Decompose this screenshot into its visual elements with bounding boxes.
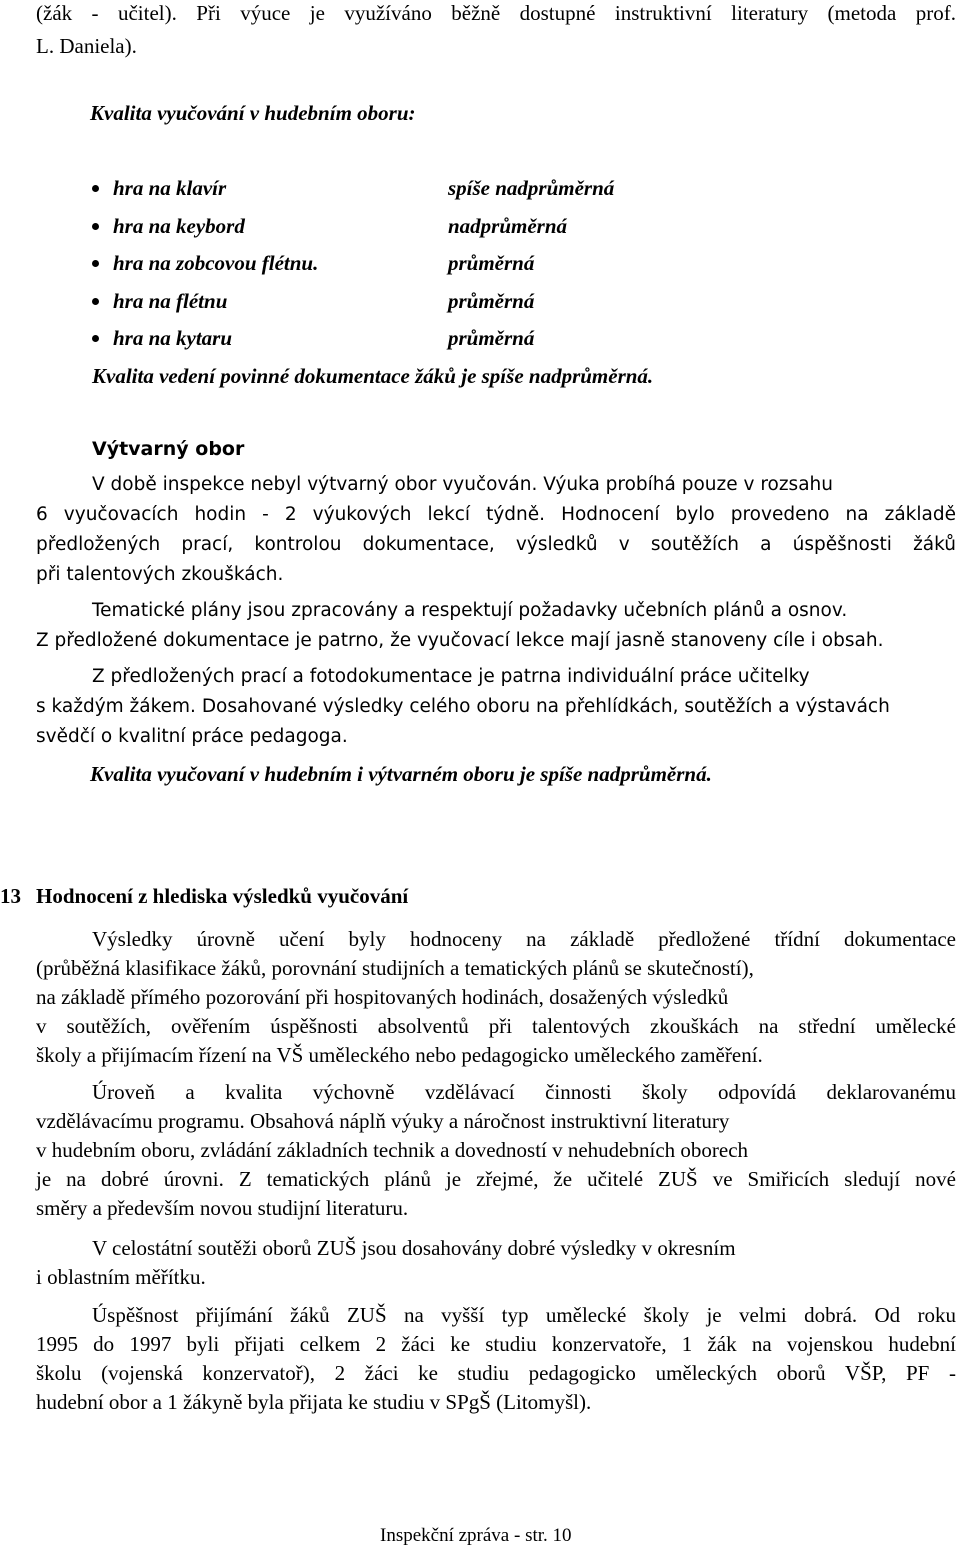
art-text-line: Z předložené dokumentace je patrno, že vyučovací lekce mají jasně stanoveny cíle i obsah. — [36, 630, 884, 651]
section-text-line: školy a přijímacím řízení na VŠ uměleckého nebo pedagogicko uměleckého zaměření. — [36, 1043, 763, 1067]
quality-value: průměrná — [448, 326, 535, 350]
art-text-line: svědčí o kvalitní práce pedagoga. — [36, 726, 348, 747]
section-text-line: na základě přímého pozorování při hospitovaných hodinách, dosažených výsledků — [36, 985, 729, 1009]
instrument-label: hra na zobcovou flétnu. — [113, 251, 319, 275]
art-text-line: při talentových zkouškách. — [36, 564, 284, 585]
section-text-line: školu (vojenská konzervatoř), 2 žáci ke studiu pedagogicko uměleckých oborů VŠP, PF - — [36, 1361, 956, 1385]
section-text-line: (průběžná klasifikace žáků, porovnání studijních a tematických plánů se skutečností), — [36, 956, 754, 980]
section-text-line: směry a především novou studijní literaturu. — [36, 1196, 409, 1220]
art-heading: Výtvarný obor — [92, 438, 245, 460]
intro-line-1: (žák - učitel). Při výuce je využíváno běžně dostupné instruktivní literatury (metoda prof. — [36, 1, 956, 25]
section-text-line: V celostátní soutěži oborů ZUŠ jsou dosahovány dobré výsledky v okresním — [92, 1236, 736, 1260]
section-text-line: 1995 do 1997 byli přijati celkem 2 žáci ke studiu konzervatoře, 1 žák na vojenskou hudební — [36, 1332, 956, 1356]
section-title: Hodnocení z hlediska výsledků vyučování — [36, 884, 409, 908]
quality-value: nadprůměrná — [448, 214, 568, 238]
list-item — [92, 325, 232, 351]
list-item — [92, 250, 318, 276]
section-text-line: hudební obor a 1 žákyně byla přijata ke studiu v SPgŠ (Litomyšl). — [36, 1390, 592, 1414]
list-item — [92, 175, 226, 201]
art-text-line: s každým žákem. Dosahované výsledky celého oboru na přehlídkách, soutěžích a výstavách — [36, 696, 890, 717]
instrument-label: hra na keybord — [113, 214, 245, 238]
section-text-line: Výsledky úrovně učení byly hodnoceny na základě předložené třídní dokumentace — [92, 927, 956, 951]
quality-value: průměrná — [448, 289, 535, 313]
bullet-icon — [92, 185, 99, 192]
section-text-line: Úroveň a kvalita výchovně vzdělávací činnosti školy odpovídá deklarovanému — [92, 1080, 956, 1104]
instrument-label: hra na kytaru — [113, 326, 233, 350]
art-text-line: 6 vyučovacích hodin - 2 výukových lekcí týdně. Hodnocení bylo provedeno na základě — [36, 504, 956, 525]
quality-summary: Kvalita vyučovaní v hudebním i výtvarném oboru je spíše nadprůměrná. — [90, 762, 712, 786]
bullet-icon — [92, 335, 99, 342]
section-text-line: v hudebním oboru, zvládání základních technik a dovedností v nehudebních oborech — [36, 1138, 749, 1162]
bullet-icon — [92, 223, 99, 230]
music-heading: Kvalita vyučování v hudebním oboru: — [90, 101, 416, 125]
section-text-line: Úspěšnost přijímání žáků ZUŠ na vyšší typ umělecké školy je velmi dobrá. Od roku — [92, 1303, 956, 1327]
documentation-quality: Kvalita vedení povinné dokumentace žáků je spíše nadprůměrná. — [92, 364, 654, 388]
bullet-icon — [92, 298, 99, 305]
art-text-line: Tematické plány jsou zpracovány a respektují požadavky učebních plánů a osnov. — [92, 600, 848, 621]
list-item — [92, 213, 245, 239]
art-text-line: Z předložených prací a fotodokumentace je patrna individuální práce učitelky — [92, 666, 810, 687]
intro-line-2: L. Daniela). — [36, 34, 137, 58]
quality-value: spíše nadprůměrná — [448, 176, 615, 200]
quality-value: průměrná — [448, 251, 535, 275]
instrument-label: hra na flétnu — [113, 289, 228, 313]
section-text-line: v soutěžích, ověřením úspěšnosti absolventů při talentových zkouškách na střední umělecké — [36, 1014, 956, 1038]
art-text-line: předložených prací, kontrolou dokumentace, výsledků v soutěžích a úspěšnosti žáků — [36, 534, 956, 555]
section-heading — [0, 883, 408, 909]
bullet-icon — [92, 260, 99, 267]
list-item — [92, 288, 227, 314]
page-footer: Inspekční zpráva - str. 10 — [380, 1525, 572, 1546]
section-text-line: vzdělávacímu programu. Obsahová náplň výuky a náročnost instruktivní literatury — [36, 1109, 730, 1133]
section-text-line: je na dobré úrovni. Z tematických plánů je zřejmé, že učitelé ZUŠ ve Smiřicích sledují nové — [36, 1167, 956, 1191]
section-number: 13 — [0, 884, 21, 908]
instrument-label: hra na klavír — [113, 176, 227, 200]
section-text-line: i oblastním měřítku. — [36, 1265, 206, 1289]
art-text-line: V době inspekce nebyl výtvarný obor vyučován. Výuka probíhá pouze v rozsahu — [92, 474, 833, 495]
